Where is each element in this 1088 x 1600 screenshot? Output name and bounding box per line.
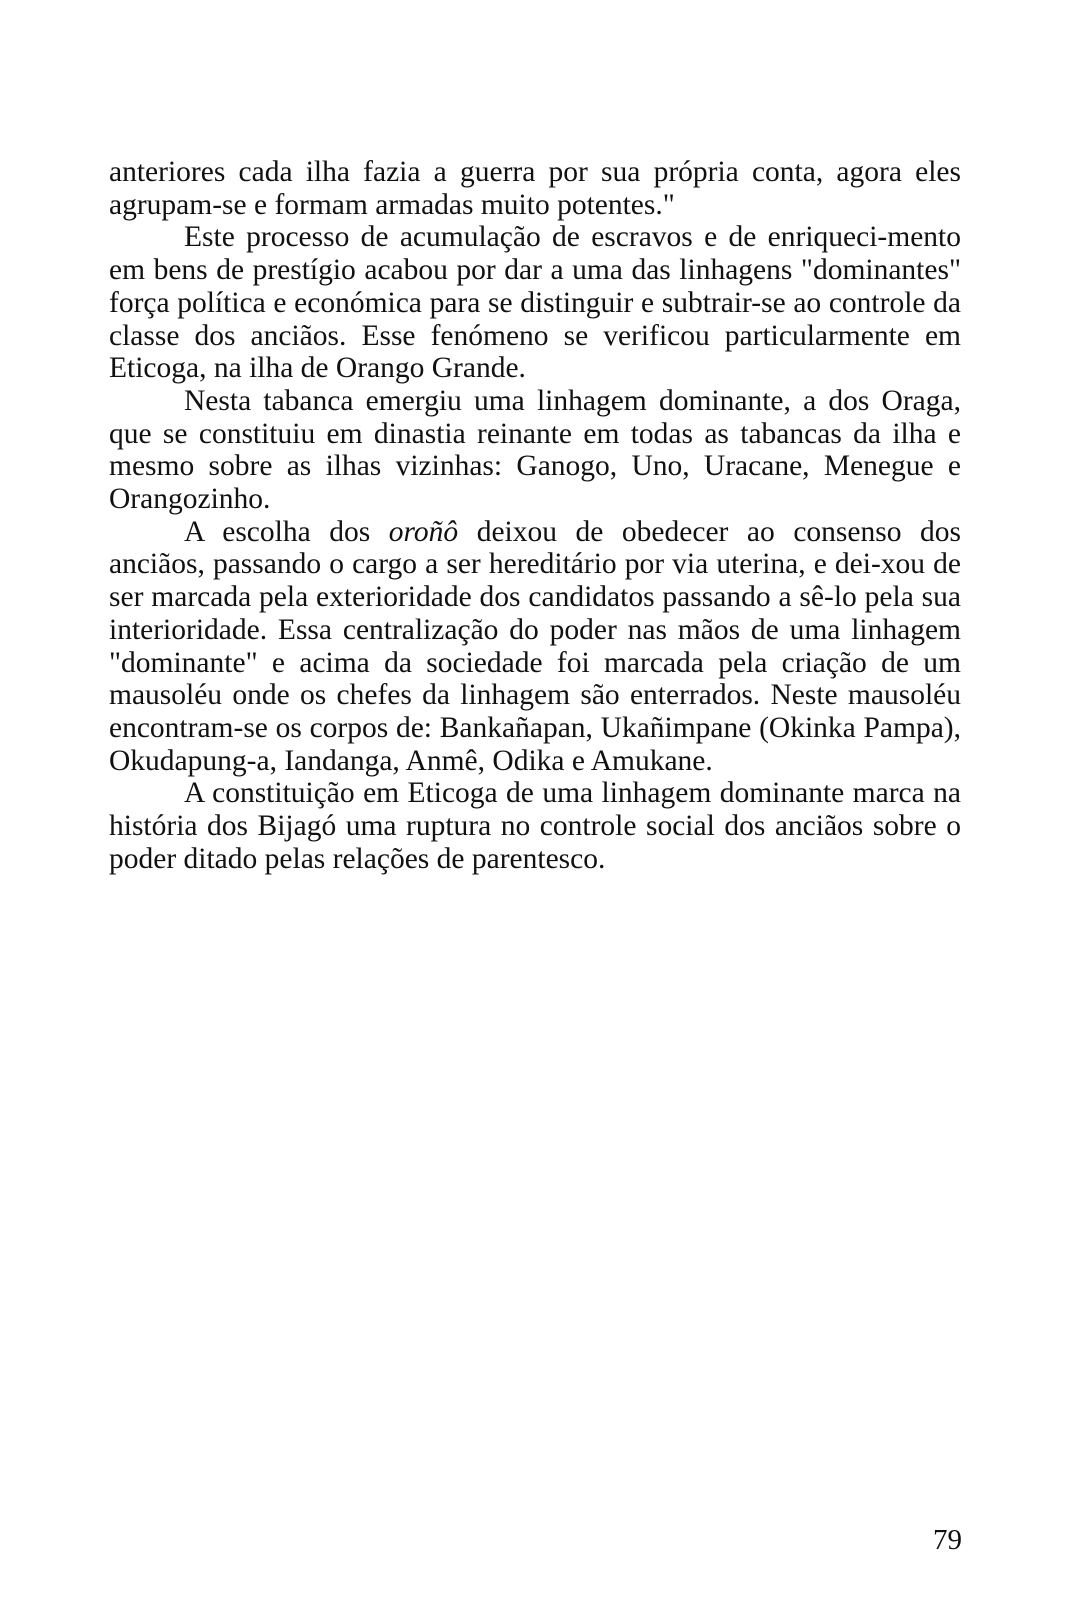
oroño-term: oroñô (388, 515, 459, 548)
paragraph-eticoga-rupture: A constituição em Eticoga de uma linhagem dominante marca na história dos Bijagó uma ruptura no controle social dos anciãos sobre o poder ditado pelas relações de parentesco. (109, 777, 961, 875)
paragraph-continuation: anteriores cada ilha fazia a guerra por sua própria conta, agora eles agrupam-se e formam armadas muito potentes." (109, 156, 961, 221)
page-number: 79 (933, 1524, 962, 1556)
paragraph-orono-selection (109, 516, 961, 778)
paragraph-oraga-lineage: Nesta tabanca emergiu uma linhagem dominante, a dos Oraga, que se constituiu em dinastia reinante em todas as tabancas da ilha e mesmo sobre as ilhas vizinhas: Ganogo, Uno, Uracane, Menegue e Orangozinho. (109, 384, 961, 516)
paragraph-orono-before: A escolha dos (184, 515, 389, 548)
body-text (109, 156, 961, 875)
paragraph-slave-accumulation: Este processo de acumulação de escravos e de enriqueci-mento em bens de prestígio acabou por dar a uma das linhagens "dominantes" força política e económica para se distinguir e subtrair-se ao controle da classe dos anciãos. Esse fenómeno se verificou particularmente em Eticoga, na ilha de Orango Grande. (109, 221, 961, 385)
paragraph-orono-after: deixou de obedecer ao consenso dos anciãos, passando o cargo a ser hereditário por via uterina, e dei-xou de ser marcada pela exterioridade dos candidatos passando a sê-lo pela sua interioridade. Essa centralização do poder nas mãos de uma linhagem "dominante" e acima da sociedade foi marcada pela criação de um mausoléu onde os chefes da linhagem são enterrados. Neste mausoléu encontram-se os corpos de: Bankañapan, Ukañimpane (Okinka Pampa), Okudapung-a, Iandanga, Anmê, Odika e Amukane. (109, 515, 961, 777)
